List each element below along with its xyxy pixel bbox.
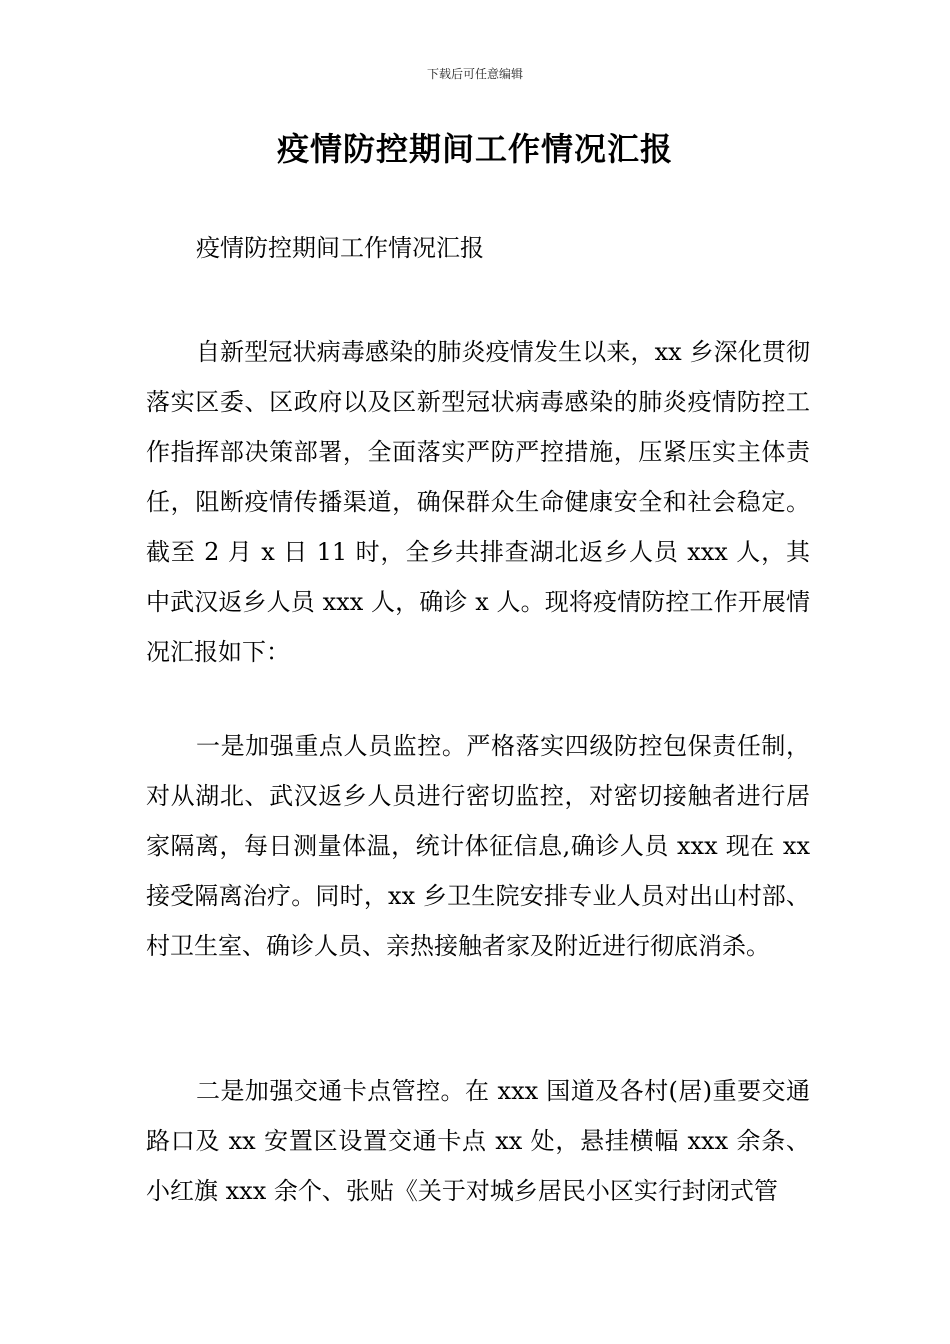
document-subtitle: 疫情防控期间工作情况汇报 xyxy=(196,234,484,262)
paragraph-intro: 自新型冠状病毒感染的肺炎疫情发生以来，xx 乡深化贯彻落实区委、区政府以及区新型冠状病毒感染的肺炎疫情防控工作指挥部决策部署，全面落实严防严控措施，压紧压实主体责任，阻断疫情传播渠道，确保群众生命健康安全和社会稳定。截至 2 月 x 日 11 时，全乡共排查湖北返乡人员 xxx 人，其中武汉返乡人员 xxx 人，确诊 x 人。现将疫情防控工作开展情况汇报如下： xyxy=(146,338,810,666)
document-title: 疫情防控期间工作情况汇报 xyxy=(276,130,673,168)
paragraph-traffic-checkpoints: 二是加强交通卡点管控。在 xxx 国道及各村(居)重要交通路口及 xx 安置区设置交通卡点 xx 处，悬挂横幅 xxx 余条、小红旗 xxx 余个、张贴《关于对城乡居民小区实行封闭式管 xyxy=(146,1077,810,1205)
header-note: 下载后可任意编辑 xyxy=(426,67,523,81)
paragraph-key-personnel: 一是加强重点人员监控。严格落实四级防控包保责任制，对从湖北、武汉返乡人员进行密切监控，对密切接触者进行居家隔离，每日测量体温，统计体征信息,确诊人员 xxx 现在 xx 接受隔离治疗。同时，xx 乡卫生院安排专业人员对出山村部、村卫生室、确诊人员、亲热接触者家及附近进行彻底消杀。 xyxy=(146,732,810,960)
